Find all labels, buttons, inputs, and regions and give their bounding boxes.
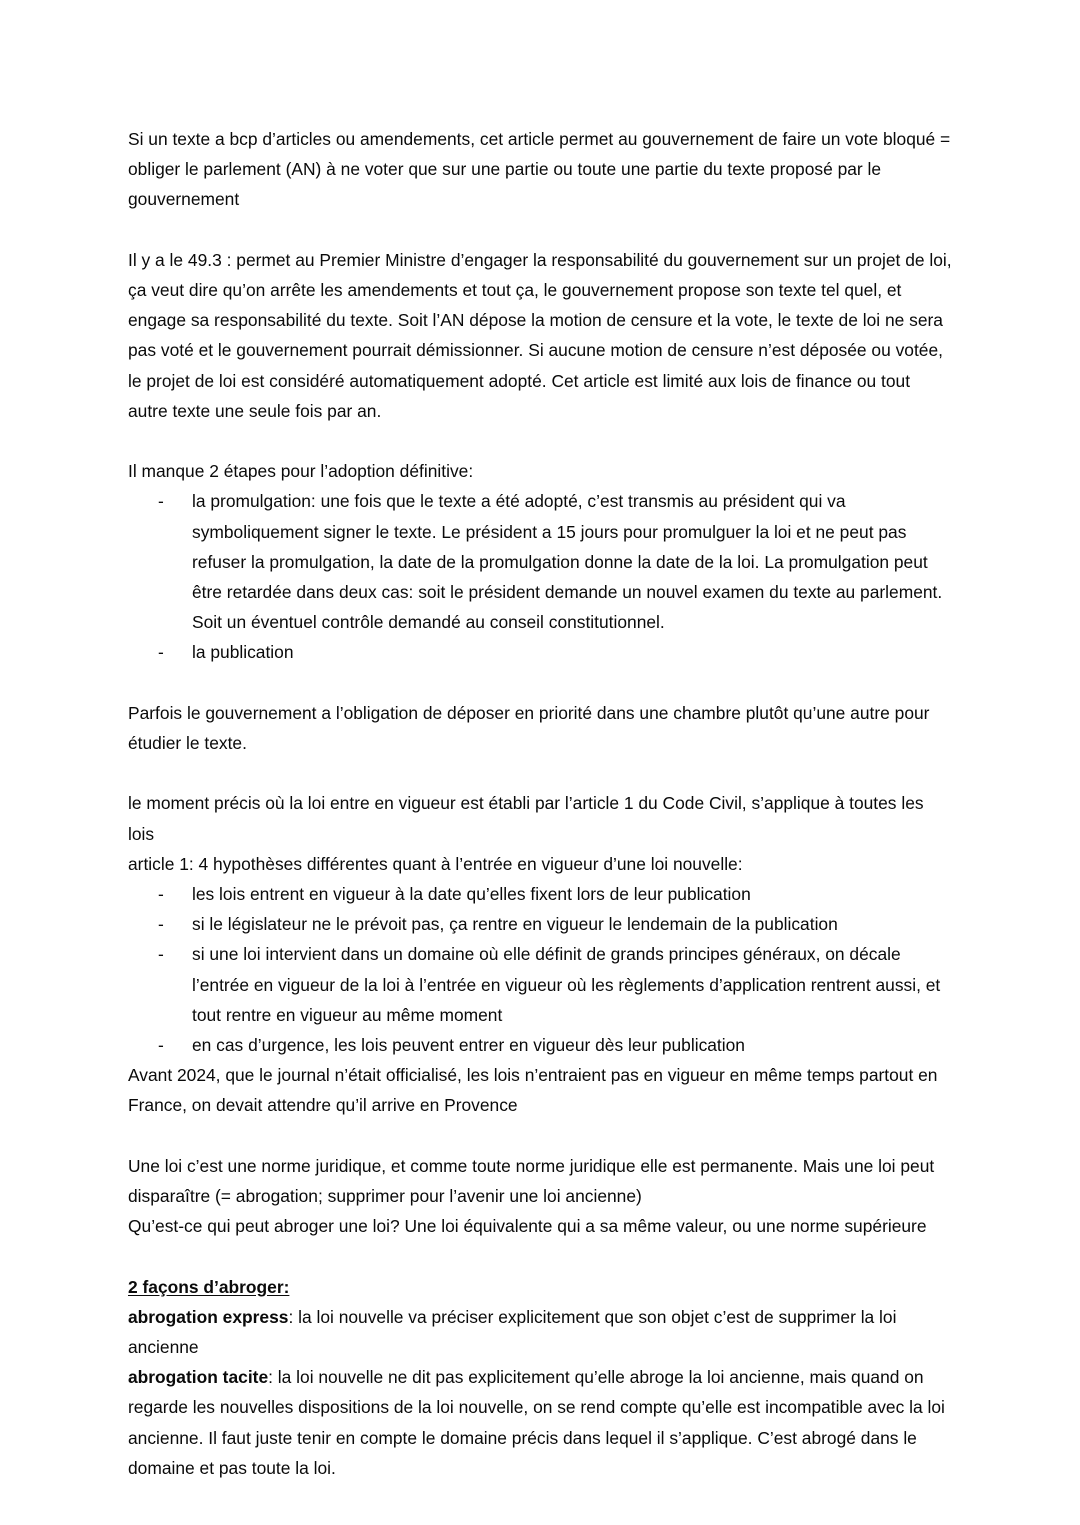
paragraph-abrogation-express-text: : la loi nouvelle va préciser explicitement que son objet c’est de supprimer la loi ancienne [128,1306,897,1358]
list-item [128,637,952,667]
list-item-label: les lois entrent en vigueur à la date qu’elles fixent lors de leur publication [192,884,751,905]
paragraph-depot-priorite: Parfois le gouvernement a l’obligation de déposer en priorité dans une chambre plutôt qu’une autre pour étudier le texte. [128,702,930,754]
list-etapes-adoption [128,486,952,667]
paragraph-loi-permanente: Une loi c’est une norme juridique, et comme toute norme juridique elle est permanente. Mais une loi peut disparaître (= abrogation; supprimer pour l’avenir une loi ancienne) [128,1155,935,1207]
list-hypotheses-entree-vigueur [128,879,952,1060]
blank-line-5 [128,1121,952,1151]
blank-line-2 [128,426,952,456]
list-item [128,486,952,637]
paragraph-abrogation-tacite-lead: abrogation tacite [128,1367,269,1388]
paragraph-abrogation-tacite-text: : la loi nouvelle ne dit pas explicitement qu’elle abroge la loi ancienne, mais quand on regarde les nouvelles dispositions de la loi nouvelle, on se rend compte qu’elle est incompatible avec la loi ancienne. Il faut juste tenir en compte le domaine précis dans lequel il s’applique. C’est abrogé dans le domaine et pas toute la loi. [128,1367,945,1478]
list-item [128,909,952,939]
list-bullet-dash-icon: - [158,1035,164,1056]
document-body [128,124,952,1483]
list-item [128,1030,952,1060]
list-item [128,939,952,1030]
list-bullet-dash-icon: - [158,642,164,663]
paragraph-qui-peut-abroger: Qu’est-ce qui peut abroger une loi? Une loi équivalente qui a sa même valeur, ou une norme supérieure [128,1216,927,1237]
paragraph-vote-bloque: Si un texte a bcp d’articles ou amendements, cet article permet au gouvernement de faire un vote bloqué = obliger le parlement (AN) à ne voter que sur une partie ou toute une partie du texte proposé par le gouvernement [128,129,951,210]
paragraph-abrogation-express [128,1302,952,1362]
paragraph-abrogation-express-lead: abrogation express [128,1306,289,1327]
list-bullet-dash-icon: - [158,491,164,512]
paragraph-deux-etapes-intro: Il manque 2 étapes pour l’adoption définitive: [128,461,474,482]
blank-line-6 [128,1241,952,1271]
paragraph-abrogation-tacite [128,1362,952,1483]
list-item [128,879,952,909]
list-item-label: en cas d’urgence, les lois peuvent entrer en vigueur dès leur publication [192,1035,745,1056]
list-item-label: si une loi intervient dans un domaine où elle définit de grands principes généraux, on décale l’entrée en vigueur de la loi à l’entrée en vigueur où les règlements d’application rentrent aussi, et tout rentre en vigueur au même moment [192,944,941,1025]
list-bullet-dash-icon: - [158,884,164,905]
list-item-label: la promulgation: une fois que le texte a été adopté, c’est transmis au président qui va symboliquement signer le texte. Le président a 15 jours pour promulguer la loi et ne peut pas refuser la promulgation, la date de la promulgation donne la date de la loi. La promulgation peut être retardée dans deux cas: soit le président demande un nouvel examen du texte au parlement. Soit un éventuel contrôle demandé au conseil constitutionnel. [192,491,943,633]
blank-line-1 [128,215,952,245]
list-bullet-dash-icon: - [158,944,164,965]
list-bullet-dash-icon: - [158,914,164,935]
paragraph-avant-2024: Avant 2024, que le journal n’était officialisé, les lois n’entraient pas en vigueur en même temps partout en France, on devait attendre qu’il arrive en Provence [128,1065,938,1116]
blank-line-4 [128,758,952,788]
paragraph-article-49-3: Il y a le 49.3 : permet au Premier Ministre d’engager la responsabilité du gouvernement sur un projet de loi, ça veut dire qu’on arrête les amendements et tout ça, le gouvernement propose son texte tel quel, et engage sa responsabilité du texte. Soit l’AN dépose la motion de censure et la vote, le texte de loi ne sera pas voté et le gouvernement pourrait démissionner. Si aucune motion de censure n’est déposée ou votée, le projet de loi est considéré automatiquement adopté. Cet article est limité aux lois de finance ou tout autre texte une seule fois par an. [128,249,952,421]
list-item-label: si le législateur ne le prévoit pas, ça rentre en vigueur le lendemain de la publication [192,914,838,935]
heading-deux-facons-abroger: 2 façons d’abroger: [128,1276,290,1297]
paragraph-article-1-hypotheses: article 1: 4 hypothèses différentes quant à l’entrée en vigueur d’une loi nouvelle: [128,853,743,874]
paragraph-entree-en-vigueur: le moment précis où la loi entre en vigueur est établi par l’article 1 du Code Civil, s’applique à toutes les lois [128,793,924,844]
blank-line-3 [128,668,952,698]
list-item-label: la publication [192,642,294,663]
